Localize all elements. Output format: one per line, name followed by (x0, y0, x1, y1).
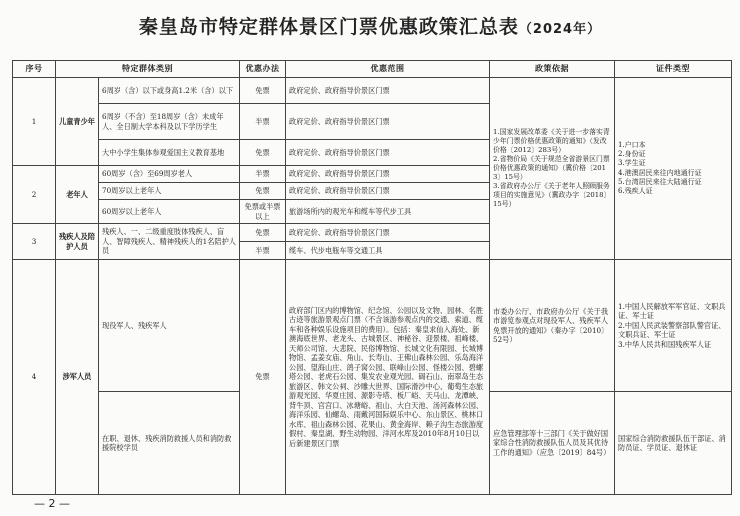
group-cell: 60周岁（含）至69周岁老人 (99, 166, 240, 183)
page-number: — 2 — (34, 497, 70, 510)
category-cell: 老年人 (56, 166, 99, 224)
method-cell: 免票 (240, 224, 286, 242)
scope-cell: 政府定价、政府指导价景区门票 (286, 140, 490, 166)
header-group: 特定群体类别 (56, 61, 240, 78)
group-cell: 现役军人、残疾军人 (99, 260, 240, 392)
header-basis: 政策依据 (490, 61, 615, 78)
method-cell: 半票 (240, 166, 286, 183)
method-cell: 半票 (240, 242, 286, 260)
scope-cell: 政府定价、政府指导价景区门票 (286, 166, 490, 183)
table-row (13, 260, 732, 392)
category-cell: 儿童青少年 (56, 78, 99, 166)
header-index: 序号 (13, 61, 56, 78)
method-cell: 半票 (240, 104, 286, 140)
row-index: 2 (13, 166, 56, 224)
docs-cell: 国家综合消防救援队伍干部证、消防员证、学员证、退休证 (615, 392, 732, 495)
method-cell: 免票 (240, 183, 286, 200)
method-cell: 免票 (240, 260, 286, 495)
group-cell: 6周岁（含）以下或身高1.2米（含）以下 (99, 78, 240, 104)
header-method: 优惠办法 (240, 61, 286, 78)
table-row (13, 78, 732, 104)
row-index: 1 (13, 78, 56, 166)
header-docs: 证件类型 (615, 61, 732, 78)
row-index: 4 (13, 260, 56, 495)
header-scope: 优惠范围 (286, 61, 490, 78)
group-cell: 在职、退休、残疾消防救援人员和消防救援院校学员 (99, 392, 240, 495)
header-row (13, 61, 732, 78)
group-cell: 60周岁以上老年人 (99, 200, 240, 224)
group-cell: 残疾人、一、二级重度肢体残疾人、盲人、智障残疾人、精神残疾人的1名陪护人员 (99, 224, 240, 260)
title-year: （2024年） (518, 22, 602, 37)
scope-cell: 政府定价、政府指导价景区门票 (286, 78, 490, 104)
group-cell: 大中小学生集体参观爱国主义教育基地 (99, 140, 240, 166)
scope-cell: 政府部门区内的博物馆、纪念馆、公园以及文物、园林、名胜古迹等旅游景观点门票（不含该游参观点内的交通、索道、缆车和各种娱乐设施项目的费用）。包括：秦皇求仙入海处、新澳海底世界、老龙头、古城景区、神秘谷、迎景楼、祖峰楼、天师公司馆、大悲院、民俗博物馆、长城文化有限园、长城博物馆、孟姜女庙、角山、长寿山、王佛山森林公园、乐岛海洋公园、望海山庄、鸽子窝公园、联峰山公园、怪楼公园、碧螺塔公园、老虎石公园、集发农业观光园、碣石山、南翠岛生态旅游区、韩文公祠、沙雕大世界、国际滑沙中心、葡萄生态旅游观光园、华夏庄园、源影寺塔、板厂峪、天马山、龙潭峡、背牛顶、宫宫口、冰塘峪、祖山、大白天池、汤河森林公园、海洋乐园、仙螺岛、雨戴河国际娱乐中心、东山景区、桃林口水库、祖山森林公园、花果山、黄金海岸、赖子沟生态旅游度假村、秦皇湖、野生动物园、洋河水库及2010年8月10日以后新建景区门票 (286, 260, 490, 495)
docs-cell: 1.户口本 2.身份证 3.学生证 4.港澳居民来往内地通行证 5.台湾居民来往大陆通行证 6.残疾人证 (615, 78, 732, 260)
category-cell: 涉军人员 (56, 260, 99, 495)
group-cell: 70周岁以上老年人 (99, 183, 240, 200)
method-cell: 免票 (240, 140, 286, 166)
basis-cell: 应急管理部等十三部门《关于做好国家综合性消防救援队伍人员及其优待工作的通知》（应急〔2019〕84号） (490, 392, 615, 495)
docs-cell: 1.中国人民解放军军官证、文职兵证、军士证 2.中国人民武装警察部队警官证、文职兵证、军士证 3.中华人民共和国残疾军人证 (615, 260, 732, 392)
policy-table (12, 60, 732, 495)
scope-cell: 政府定价、政府指导价景区门票 (286, 104, 490, 140)
method-cell: 免票或半票以上 (240, 200, 286, 224)
scope-cell: 政府定价、政府指导价景区门票 (286, 183, 490, 200)
scope-cell: 旅游场所内的观光车和缆车等代步工具 (286, 200, 490, 224)
scope-cell: 缆车、代步电瓶车等交通工具 (286, 242, 490, 260)
row-index: 3 (13, 224, 56, 260)
basis-cell: 1.国家发展改革委《关于进一步落实青少年门票价格优惠政策的通知》（发改价格〔2012〕283号） 2.省物价局《关于规范全省游景区门票价格优惠政策的通知》（冀价格〔2013〕15号） 3.省政府办公厅《关于老年人照顾服务项目的实施意见》（冀政办字〔2018〕15号） (490, 78, 615, 260)
group-cell: 6周岁（不含）至18周岁（含）未成年人、全日制大学本科及以下学历学生 (99, 104, 240, 140)
method-cell: 免票 (240, 78, 286, 104)
title-text: 秦皇岛市特定群体景区门票优惠政策汇总表 (138, 16, 519, 38)
page-title (0, 12, 740, 39)
basis-cell: 市委办公厅、市政府办公厅《关于我市游览参观点对现役军人、残疾军人免票开放的通知》（秦办字〔2010〕52号） (490, 260, 615, 392)
category-cell: 残疾人及陪护人员 (56, 224, 99, 260)
scope-cell: 政府定价、政府指导价景区门票 (286, 224, 490, 242)
